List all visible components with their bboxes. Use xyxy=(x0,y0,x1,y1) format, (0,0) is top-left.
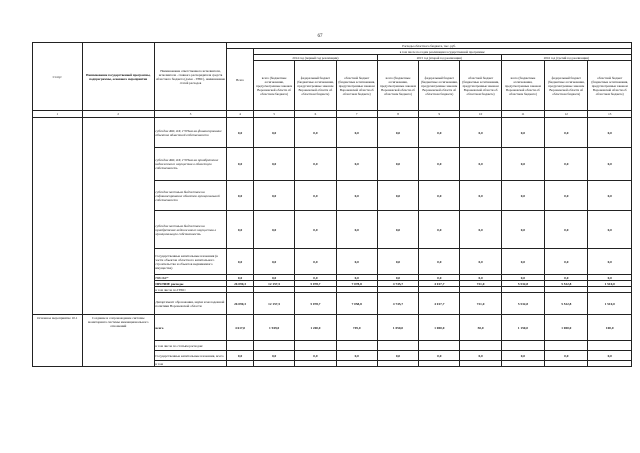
row-value: 100,0 xyxy=(588,315,632,341)
row-value: 4 617,0 xyxy=(227,315,254,341)
row-description: субсидии местным бюджетам на софинансирование объектов муниципальной собственности xyxy=(154,181,226,211)
row-value: 0,0 xyxy=(336,148,377,181)
row-value xyxy=(588,341,632,351)
row-value xyxy=(419,341,460,351)
row-value: 1 050,0 xyxy=(377,315,418,341)
column-number: 5 xyxy=(253,111,294,118)
row-value: 0,0 xyxy=(545,181,588,211)
header-year3: 2016 год (третий год реализации) xyxy=(501,55,631,61)
row-description: субсидии ЖК, КХ, ГУПам на финансирование объектов областной собственности xyxy=(154,118,226,148)
row-value: 0,0 xyxy=(588,211,632,249)
row-value: 4 745,7 xyxy=(377,281,418,287)
header-col-e: федеральный бюджет (бюджетные ассигнования, предусмотренные законом Воронежской области об областном бюджете) xyxy=(419,61,460,111)
row-value: 0,0 xyxy=(253,249,294,275)
row-value: 0,0 xyxy=(295,148,336,181)
header-col-f: областной бюджет (бюджетные ассигнования, предусмотренные законом Воронежской области об областном бюджете) xyxy=(460,61,501,111)
row-description: субсидии ЖК, КХ, ГУПам на приобретение недвижимого имущества в областную собственность xyxy=(154,148,226,181)
row-value: 0,0 xyxy=(377,275,418,281)
row-value: 1 000,0 xyxy=(419,315,460,341)
column-number: 10 xyxy=(460,111,501,118)
row-value: 721,0 xyxy=(460,293,501,315)
column-number: 1 xyxy=(33,111,83,118)
row-program-name: Создание и сопровождение системы мониторинга системы межнационального отношений xyxy=(82,315,154,367)
row-value: 0,0 xyxy=(336,275,377,281)
row-status xyxy=(33,118,83,315)
row-description: в том числе по статьям расходов: xyxy=(154,341,226,351)
row-value: 0,0 xyxy=(295,275,336,281)
column-number: 4 xyxy=(227,111,254,118)
row-value: 1 949,0 xyxy=(253,315,294,341)
row-value: 0,0 xyxy=(419,181,460,211)
row-value: 0,0 xyxy=(377,118,418,148)
row-value xyxy=(545,341,588,351)
row-value: 0,0 xyxy=(419,351,460,361)
row-value: 0,0 xyxy=(419,118,460,148)
row-value: 0,0 xyxy=(253,118,294,148)
row-value: 0,0 xyxy=(501,148,544,181)
row-value: 5 522,8 xyxy=(545,293,588,315)
row-value: 0,0 xyxy=(460,118,501,148)
row-value: 0,0 xyxy=(501,275,544,281)
row-value: 26 090,3 xyxy=(227,281,254,287)
row-value xyxy=(501,341,544,351)
row-value: 0,0 xyxy=(377,181,418,211)
column-number: 7 xyxy=(336,111,377,118)
column-number: 6 xyxy=(295,111,336,118)
row-value xyxy=(295,361,336,367)
row-value: 0,0 xyxy=(336,181,377,211)
row-description: НИОКР* xyxy=(154,275,226,281)
row-value: 0,0 xyxy=(588,351,632,361)
row-value: 5 532,8 xyxy=(501,281,544,287)
row-value: 0,0 xyxy=(460,275,501,281)
header-col-c: областной бюджет (бюджетные ассигнования, предусмотренные законом Воронежской области об областном бюджете) xyxy=(336,61,377,111)
column-number: 8 xyxy=(377,111,418,118)
row-value: 0,0 xyxy=(295,181,336,211)
row-value: 0,0 xyxy=(227,148,254,181)
row-value xyxy=(460,361,501,367)
row-value: 0,0 xyxy=(295,211,336,249)
header-col-i: областной бюджет (бюджетные ассигнования, предусмотренные законом Воронежской области об областном бюджете) xyxy=(588,61,632,111)
row-status: Основное мероприятие 10.1 xyxy=(33,315,83,367)
header-program-name: Наименование государственной программы, подпрограммы, основного мероприятия xyxy=(82,43,154,111)
row-value: 5 078,7 xyxy=(295,293,336,315)
row-value: 0,0 xyxy=(588,249,632,275)
row-value: 0,0 xyxy=(336,211,377,249)
row-value: 0,0 xyxy=(336,249,377,275)
row-value: 5 532,8 xyxy=(501,293,544,315)
row-value xyxy=(253,341,294,351)
row-value xyxy=(419,361,460,367)
row-value: 50,0 xyxy=(460,315,501,341)
row-value xyxy=(295,341,336,351)
row-value: 0,0 xyxy=(545,351,588,361)
row-description: всего xyxy=(154,315,226,341)
column-number: 12 xyxy=(545,111,588,118)
row-value: 0,0 xyxy=(588,275,632,281)
header-year1: 2014 год (первый год реализации) xyxy=(253,55,377,61)
header-including: в том числе по годам реализации государственной программы: xyxy=(253,49,631,55)
row-value: 0,0 xyxy=(253,148,294,181)
row-description: в том xyxy=(154,361,226,367)
row-value: 4 017,7 xyxy=(419,293,460,315)
row-value: 0,0 xyxy=(253,181,294,211)
row-description: субсидии местным бюджетам на приобретение недвижимого имущества в муниципальную собственность xyxy=(154,211,226,249)
row-value: 0,0 xyxy=(545,211,588,249)
header-col-d: всего (бюджетные ассигнования, предусмотренные законом Воронежской области об областном бюджете) xyxy=(377,61,418,111)
row-description: Государственные капитальные вложения (в части объектов областного капитального строительства и объектов недвижимого имущества) xyxy=(154,249,226,275)
row-value: 1 510,0 xyxy=(588,281,632,287)
row-value: 0,0 xyxy=(460,211,501,249)
header-year2: 2015 год (второй год реализации) xyxy=(377,55,501,61)
row-value: 0,0 xyxy=(227,118,254,148)
row-value: 1 150,0 xyxy=(501,315,544,341)
row-value: 0,0 xyxy=(460,351,501,361)
row-value: 0,0 xyxy=(501,118,544,148)
row-value xyxy=(336,341,377,351)
row-value: 0,0 xyxy=(545,275,588,281)
row-value: 0,0 xyxy=(460,148,501,181)
row-program-name xyxy=(82,118,154,315)
header-status: Статус xyxy=(33,43,83,111)
row-value: 4 017,7 xyxy=(419,281,460,287)
row-value: 0,0 xyxy=(295,351,336,361)
row-value: 0,0 xyxy=(501,249,544,275)
column-number-row xyxy=(33,111,632,118)
row-value xyxy=(377,361,418,367)
header-total: Всего xyxy=(227,49,254,111)
header-executor: Наименование ответственного исполнителя, исполнителя - главного распорядителя средств областного бюджета (далее - ГРБС), наименование статей расходов xyxy=(154,43,226,111)
row-value xyxy=(501,361,544,367)
row-value: 7 078,8 xyxy=(336,281,377,287)
row-value xyxy=(588,361,632,367)
row-value: 4 745,7 xyxy=(377,293,418,315)
row-value: 0,0 xyxy=(227,249,254,275)
row-description: ПРОЧИЕ расходы xyxy=(154,281,226,287)
row-value: 0,0 xyxy=(377,211,418,249)
row-value xyxy=(227,361,254,367)
row-value: 0,0 xyxy=(227,181,254,211)
row-value: 0,0 xyxy=(501,351,544,361)
row-value: 0,0 xyxy=(501,181,544,211)
row-value: 12 157,5 xyxy=(253,281,294,287)
row-value xyxy=(545,361,588,367)
row-value: 0,0 xyxy=(545,118,588,148)
row-value: 0,0 xyxy=(295,118,336,148)
table-row xyxy=(33,118,632,148)
row-value xyxy=(336,361,377,367)
row-description: Государственные капитальные вложения, всего xyxy=(154,351,226,361)
row-value: 0,0 xyxy=(336,118,377,148)
row-value: 0,0 xyxy=(419,211,460,249)
row-value: 0,0 xyxy=(295,249,336,275)
header-col-b: федеральный бюджет (бюджетные ассигнования, предусмотренные законом Воронежской области об областном бюджете) xyxy=(295,61,336,111)
row-value: 0,0 xyxy=(419,148,460,181)
row-value: 5 078,7 xyxy=(295,281,336,287)
row-value: 721,0 xyxy=(460,281,501,287)
budget-table xyxy=(32,42,632,367)
row-value: 0,0 xyxy=(501,211,544,249)
header-col-g: всего (бюджетные ассигнования, предусмотренные законом Воронежской области об областном бюджете) xyxy=(501,61,544,111)
column-number: 13 xyxy=(588,111,632,118)
row-value: 0,0 xyxy=(227,351,254,361)
row-value: 0,0 xyxy=(227,275,254,281)
column-number: 11 xyxy=(501,111,544,118)
row-value: 0,0 xyxy=(419,275,460,281)
row-value: 7 058,8 xyxy=(336,293,377,315)
column-number: 3 xyxy=(154,111,226,118)
row-value: 0,0 xyxy=(419,249,460,275)
row-value: 12 157,5 xyxy=(253,293,294,315)
row-value: 0,0 xyxy=(377,249,418,275)
row-value: 0,0 xyxy=(460,181,501,211)
row-value: 749,0 xyxy=(336,315,377,341)
row-value: 26 090,3 xyxy=(227,293,254,315)
row-value: 0,0 xyxy=(545,249,588,275)
row-value: 0,0 xyxy=(588,118,632,148)
row-value xyxy=(460,341,501,351)
row-value: 0,0 xyxy=(377,148,418,181)
header-expenses: Расходы областного бюджета, тыс. руб. xyxy=(227,43,632,49)
row-value: 1 510,0 xyxy=(588,293,632,315)
column-number: 2 xyxy=(82,111,154,118)
row-value: 0,0 xyxy=(253,275,294,281)
table-row xyxy=(33,315,632,341)
row-description: в том числе по ГРБС: xyxy=(154,287,226,293)
row-value xyxy=(377,341,418,351)
row-value: 0,0 xyxy=(377,351,418,361)
row-value: 0,0 xyxy=(253,351,294,361)
row-value xyxy=(253,361,294,367)
row-value: 0,0 xyxy=(545,148,588,181)
row-value: 5 522,8 xyxy=(545,281,588,287)
row-value: 0,0 xyxy=(588,148,632,181)
header-col-h: федеральный бюджет (бюджетные ассигнования, предусмотренные законом Воронежской области об областном бюджете) xyxy=(545,61,588,111)
row-value: 0,0 xyxy=(460,249,501,275)
row-value: 1 000,0 xyxy=(545,315,588,341)
row-value: 0,0 xyxy=(227,211,254,249)
column-number: 9 xyxy=(419,111,460,118)
row-value: 0,0 xyxy=(336,351,377,361)
row-description: Департамент образования, науки и молодежной политики Воронежской области xyxy=(154,293,226,315)
page-number: 67 xyxy=(317,34,323,39)
row-value xyxy=(227,341,254,351)
row-value: 0,0 xyxy=(588,181,632,211)
row-value: 0,0 xyxy=(253,211,294,249)
header-col-a: всего (бюджетные ассигнования, предусмотренные законом Воронежской области об областном бюджете) xyxy=(253,61,294,111)
row-value: 1 200,0 xyxy=(295,315,336,341)
